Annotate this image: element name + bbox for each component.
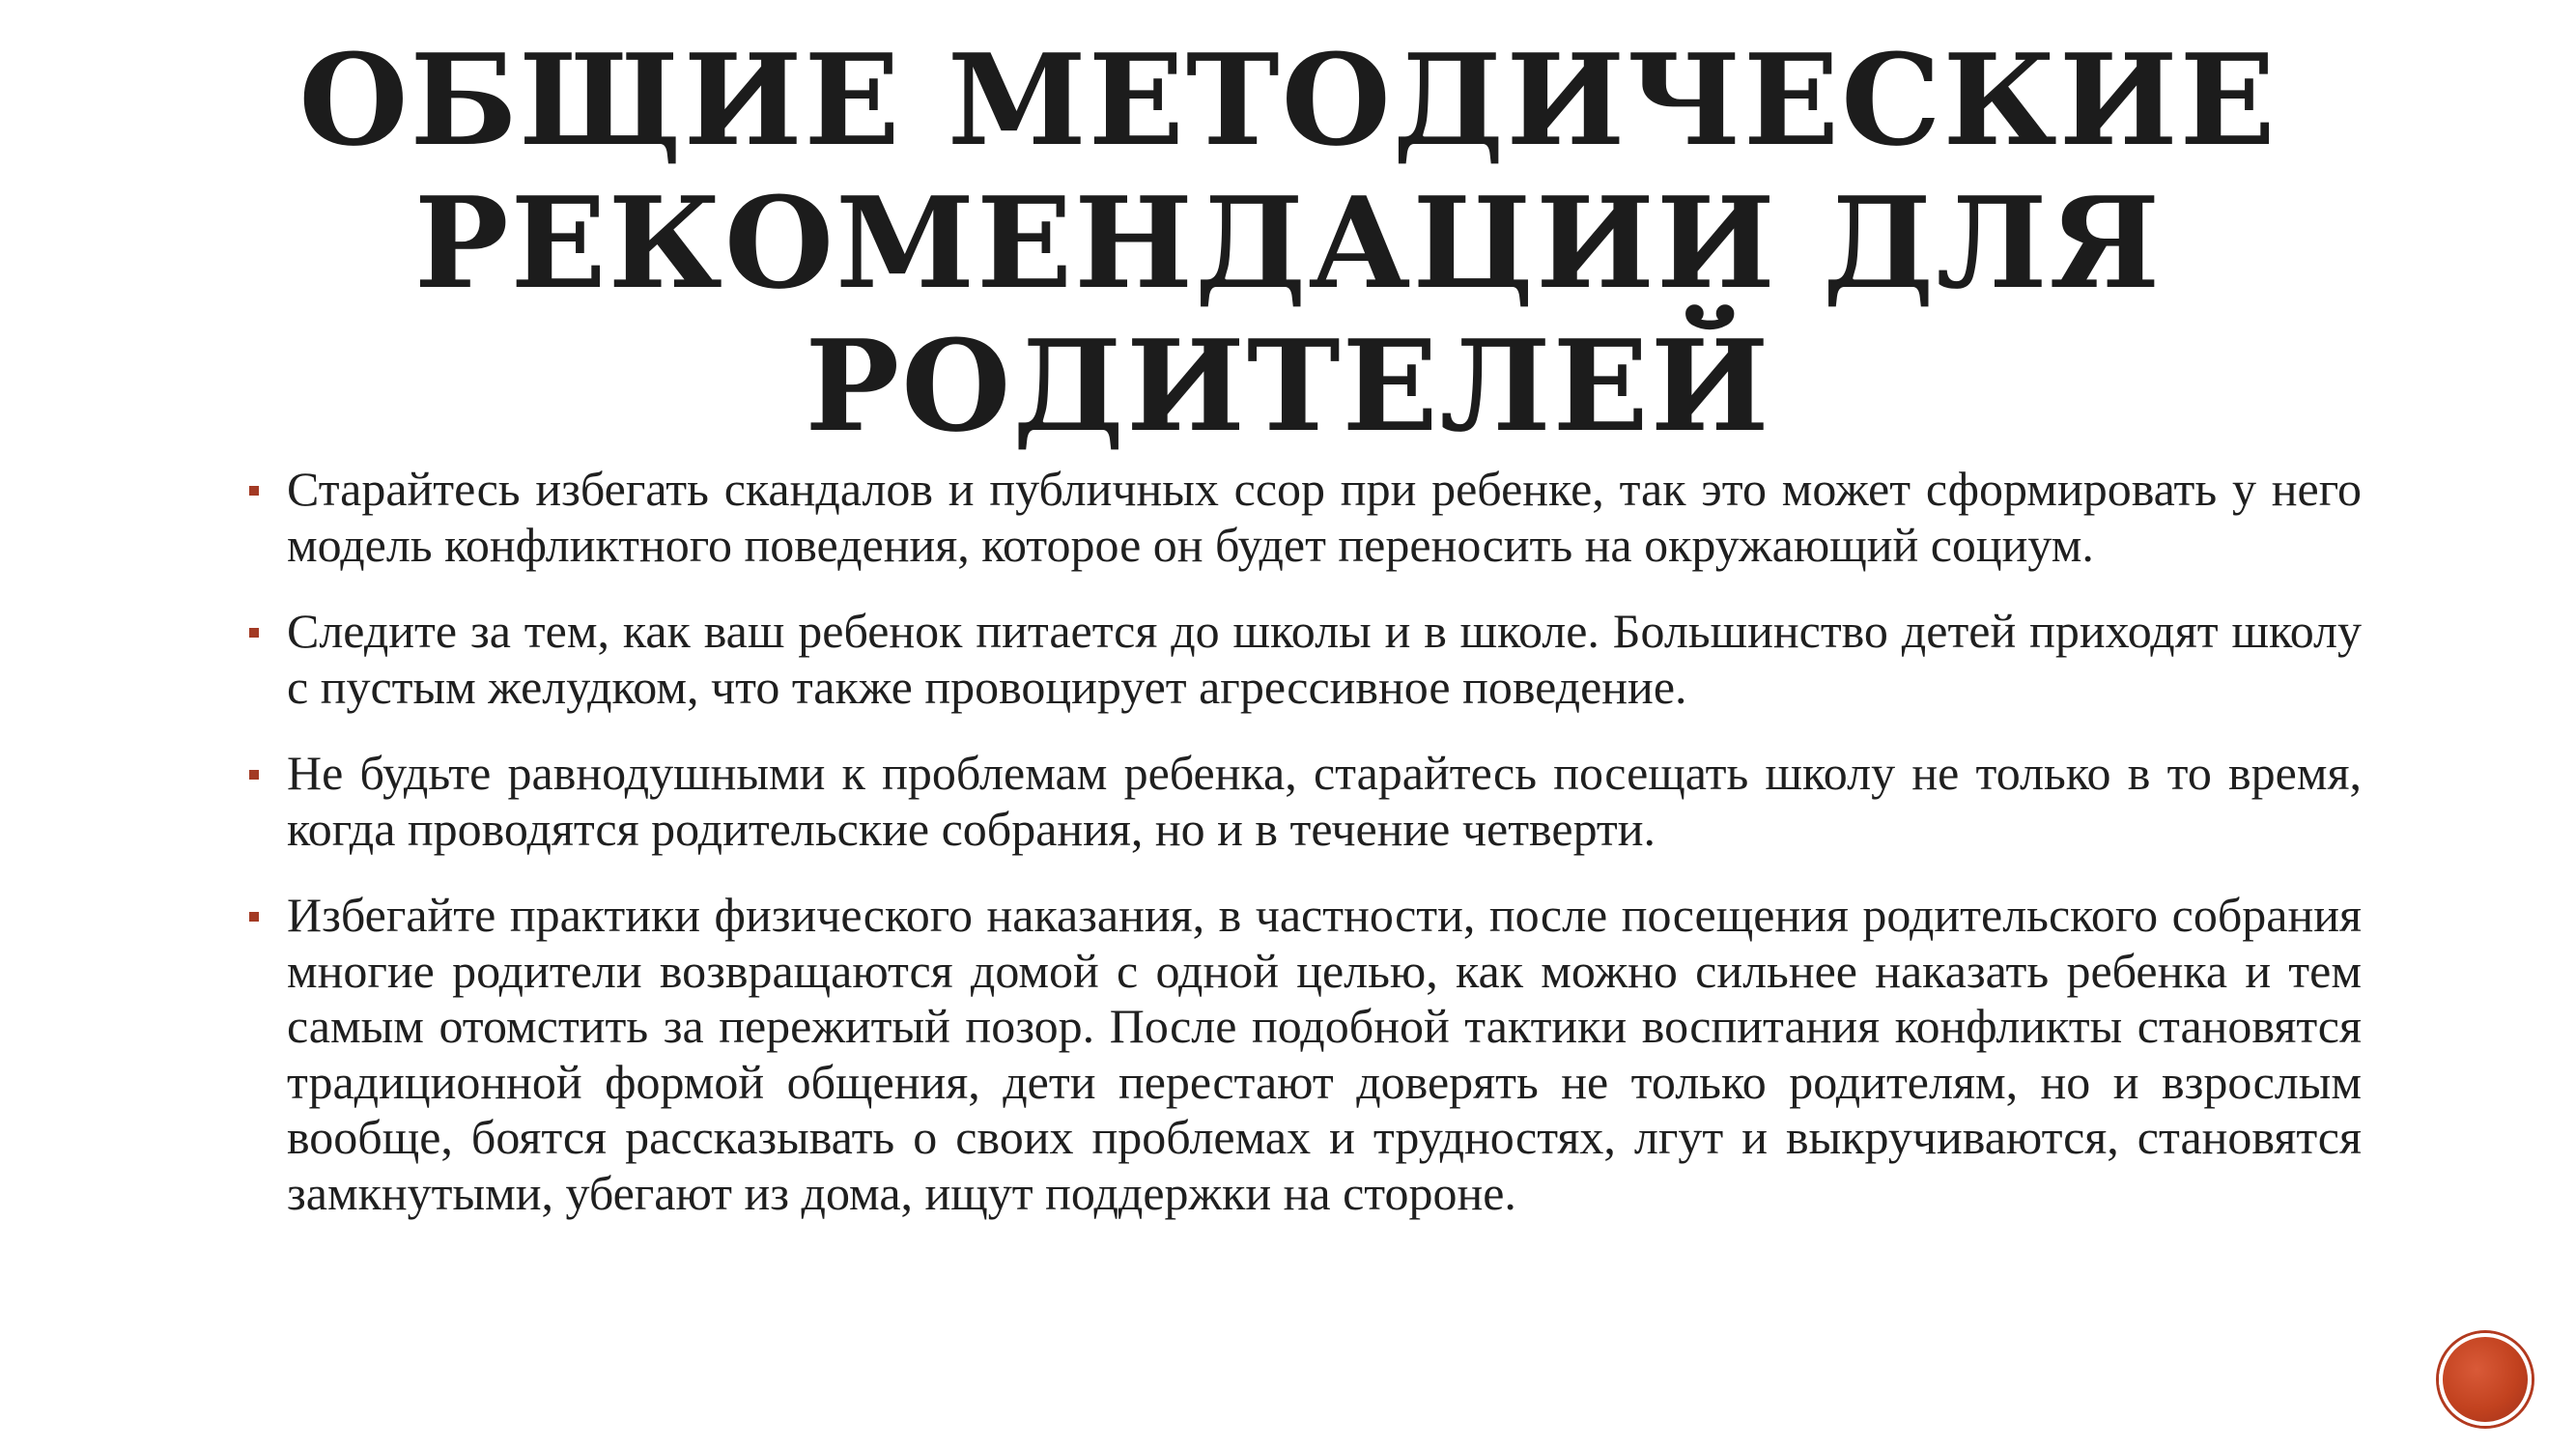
slide-title-line-3: РОДИТЕЛЕЙ [805,312,1771,460]
slide-title [290,26,2286,460]
list-item-text: Избегайте практики физического наказания, в частности, после посещения родительского собрания многие родители возвращаются домой с одной целью, как можно сильнее наказать ребенка и тем самым отомстить за пережитый позор. После подобной тактики воспитания конфликты становятся традиционной формой общения, дети перестают доверять не только родителям, но и взрослым вообще, боятся рассказывать о своих проблемах и трудностях, лгут и выкручиваются, становятся замкнутыми, убегают из дома, ищут поддержки на стороне. [287,888,2362,1220]
list-item [246,462,2362,573]
bullet-square-icon [249,770,259,780]
list-item [246,888,2362,1221]
list-item-text: Следите за тем, как ваш ребенок питается до школы и в школе. Большинство детей приходят школу с пустым желудком, что также провоцирует агрессивное поведение. [287,604,2362,714]
slide-nav-circle-icon[interactable] [2439,1333,2532,1426]
bullet-square-icon [249,912,259,922]
bullet-square-icon [249,628,259,638]
bullet-square-icon [249,486,259,496]
recommendations-list [246,462,2362,1252]
list-item-text: Старайтесь избегать скандалов и публичных ссор при ребенке, так это может сформировать у него модель конфликтного поведения, которое он будет переносить на окружающий социум. [287,462,2362,572]
list-item [246,746,2362,857]
list-item [246,604,2362,715]
list-item-text: Не будьте равнодушными к проблемам ребенка, старайтесь посещать школу не только в то время, когда проводятся родительские собрания, но и в течение четверти. [287,746,2362,856]
slide-title-line-2: РЕКОМЕНДАЦИИ ДЛЯ [413,169,2163,317]
slide-title-line-1: ОБЩИЕ МЕТОДИЧЕСКИЕ [298,26,2278,174]
